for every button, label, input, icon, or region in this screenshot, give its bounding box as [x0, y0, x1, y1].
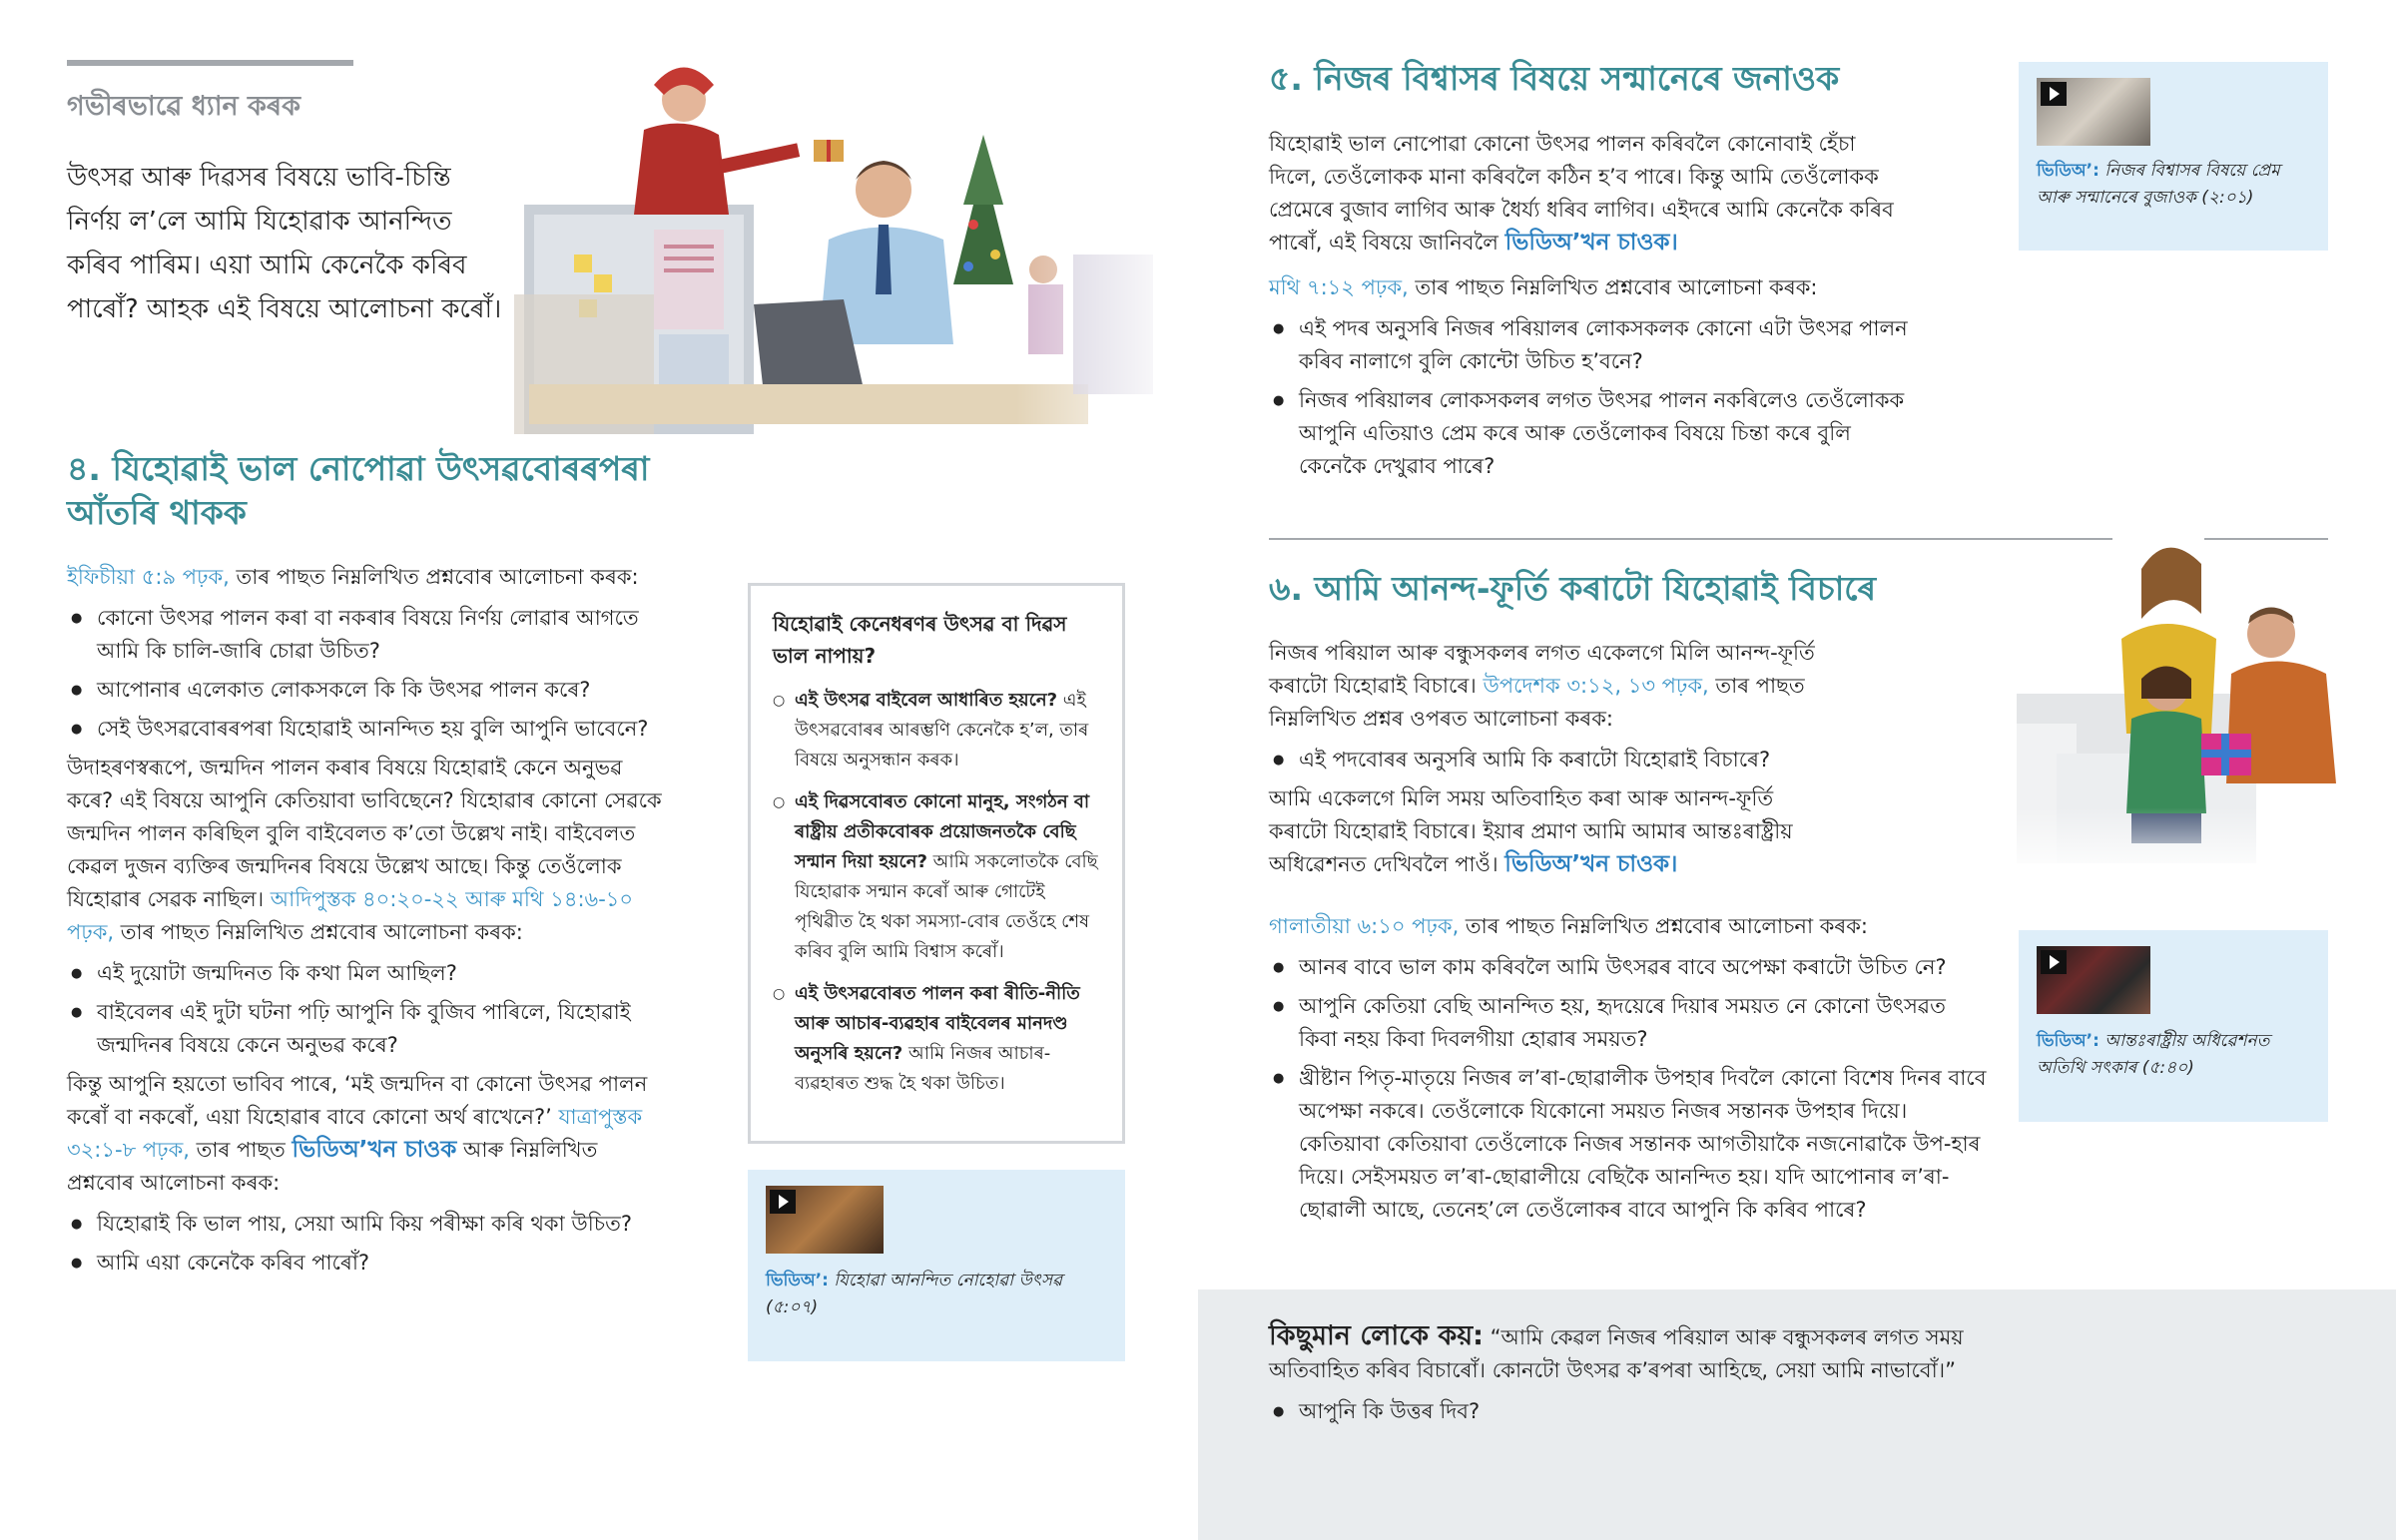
some-people-say-panel [1198, 1289, 2396, 1540]
section-4-read-line [67, 561, 666, 594]
video-card-celebrations[interactable] [748, 1170, 1125, 1361]
section-6-body-bottom [1269, 910, 1988, 1233]
office-illustration [514, 55, 1183, 439]
section-4-paragraph-1 [67, 752, 666, 949]
list-item: ● সেই উৎসৱবোৰৰপৰা যিহোৱাই আনন্দিত হয় বুলি আপুনি ভাবেনে? [67, 713, 666, 746]
video-title: যিহোৱা আনন্দিত নোহোৱা উৎসৱ (৫:০৭) [766, 1271, 1063, 1317]
video-caption [2037, 1028, 2310, 1082]
box-list-item [773, 979, 1100, 1099]
section-6-paragraph-2 [1269, 782, 1828, 881]
video-caption [766, 1268, 1107, 1321]
read-instruction: তাৰ পাছত নিম্নলিখিত প্ৰশ্নবোৰ আলোচনা কৰক: [1408, 275, 1818, 299]
box-list [773, 686, 1100, 1099]
section-5-body [1269, 128, 1908, 489]
some-people-say-label: কিছুমান লোকে কয়: [1269, 1320, 1484, 1351]
paragraph-text: উদাহৰণস্বৰূপে, জন্মদিন পালন কৰাৰ বিষয়ে যিহোৱাই কেনে অনুভৱ কৰে? এই বিষয়ে আপুনি কেতিয়াবা ভাবিছেনে? যিহোৱাৰ কোনো সেৱকে জন্মদিন পালন কৰিছিল বুলি বাইবেলত ক’তো উল্লেখ নাই। বাইবেলত কেৱল দুজন ব্যক্তিৰ জন্মদিনৰ বিষয়ে উল্লেখ আছে। কিন্তু তেওঁলোক যিহোৱাৰ সেৱক নাছিল। [67, 756, 662, 911]
watch-video-link[interactable]: ভিডিঅ’খন চাওক [292, 1137, 457, 1163]
list-item: ● বাইবেলৰ এই দুটা ঘটনা পঢ়ি আপুনি কি বুজিব পাৰিলে, যিহোৱাই জন্মদিনৰ বিষয়ে কেনে অনুভৱ কৰে? [67, 996, 666, 1062]
video-title: নিজৰ বিশ্বাসৰ বিষয়ে প্ৰেম আৰু সন্মানেৰে বুজাওক (২:০১) [2037, 161, 2280, 208]
paragraph-text: তাৰ পাছত [189, 1138, 293, 1162]
list-item: ● নিজৰ পৰিয়ালৰ লোকসকলৰ লগত উৎসৱ পালন নকৰিলেও তেওঁলোকক আপুনি এতিয়াও প্ৰেম কৰে আৰু তেওঁলোকৰ বিষয়ে চিন্তা কৰে বুলি কেনেকৈ দেখুৱাব পাৰে? [1269, 384, 1908, 483]
video-label: ভিডিঅ’: [2037, 1031, 2099, 1051]
paragraph-text: যিহোৱাই ভাল নোপোৱা কোনো উৎসৱ পালন কৰিবলৈ কোনোবাই হেঁচা দিলে, তেওঁলোকক মানা কৰিবলৈ কঠিন হ’ব পাৰে। কিন্তু আমি তেওঁলোকক প্ৰেমেৰে বুজাব লাগিব আৰু ধৈৰ্য্য ধৰিব লাগিব। এইদৰে আমি কেনেকৈ কৰিব পাৰোঁ, এই বিষয়ে জানিবলৈ [1269, 132, 1894, 255]
section-6-questions-2 [1269, 951, 1988, 1227]
scripture-ref-ephesians[interactable]: ইফিচীয়া ৫:৯ পঢ়ক, [67, 565, 230, 589]
list-item: ● আপুনি কেতিয়া বেছি আনন্দিত হয়, হৃদয়েৰে দিয়াৰ সময়ত নে কোনো উৎসৱত কিবা নহয় কিবা দিবলগীয়া হোৱাৰ সময়ত? [1269, 990, 1988, 1056]
scripture-ref-exodus[interactable]: যাত্ৰাপুস্তক ৩২:১-৮ পঢ়ক, [67, 1105, 643, 1162]
read-instruction: তাৰ পাছত নিম্নলিখিত প্ৰশ্নবোৰ আলোচনা কৰক: [229, 565, 639, 589]
video-title: আন্তঃৰাষ্ট্ৰীয় অধিৱেশনত অতিথি সৎকাৰ (৫:৪০) [2037, 1031, 2270, 1078]
celebrations-box [748, 583, 1125, 1144]
some-people-say-quote: “আমি কেৱল নিজৰ পৰিয়াল আৰু বন্ধুসকলৰ লগত সময় অতিবাহিত কৰিব বিচাৰোঁ। কোনটো উৎসৱ ক’ৰপৰা আহিছে, সেয়া আমি নাভাবোঁ।” [1269, 1325, 1964, 1382]
list-item: ● এই পদৰ অনুসৰি নিজৰ পৰিয়ালৰ লোকসকলক কোনো এটা উৎসৱ পালন কৰিব নালাগে বুলি কোন্টো উচিত হ’বনে? [1269, 312, 1908, 378]
scripture-ref-genesis-matthew[interactable]: আদিপুস্তক ৪০:২০-২২ আৰু মথি ১৪:৬-১০ পঢ়ক, [67, 887, 634, 944]
video-caption [2037, 158, 2310, 212]
box-answer: এই উৎসৱবোৰৰ আৰম্ভণি কেনেকৈ হ’ল, তাৰ বিষয়ে অনুসন্ধান কৰক। [795, 690, 1089, 770]
video-thumbnail[interactable] [766, 1186, 884, 1254]
section-4-questions-3 [67, 1208, 666, 1280]
section-4-paragraph-2 [67, 1068, 666, 1200]
read-instruction: তাৰ পাছত নিম্নলিখিত প্ৰশ্নবোৰ আলোচনা কৰক: [1459, 914, 1869, 938]
list-item: ● কোনো উৎসৱ পালন কৰা বা নকৰাৰ বিষয়ে নিৰ্ণয় লোৱাৰ আগতে আমি কি চালি-জাৰি চোৱা উচিত? [67, 602, 666, 668]
list-item: ● আপুনি কি উত্তৰ দিব? [1269, 1395, 2325, 1428]
box-answer: আমি সকলোতকৈ বেছি যিহোৱাক সন্মান কৰোঁ আৰু গোটেই পৃথিৱীত হৈ থকা সমস্যা-বোৰ তেওঁহে শেষ কৰিব বুলি আমি বিশ্বাস কৰোঁ। [795, 851, 1098, 962]
video-card-explain-beliefs[interactable] [2019, 62, 2328, 251]
section-4-body [67, 561, 666, 1285]
section-4-title: ৪. যিহোৱাই ভাল নোপোৱা উৎসৱবোৰৰপৰা আঁতৰি থাকক [67, 449, 650, 532]
paragraph-text: আমি একেলগে মিলি সময় অতিবাহিত কৰা আৰু আনন্দ-ফূৰ্তি কৰাটো যিহোৱাই বিচাৰে। ইয়াৰ প্ৰমাণ আমি আমাৰ আন্তঃৰাষ্ট্ৰীয় অধিৱেশনত দেখিবলৈ পাওঁ। [1269, 786, 1793, 876]
intro-label: গভীৰভাৱে ধ্যান কৰক [67, 91, 301, 122]
intro-rule [67, 60, 353, 66]
scripture-ref-galatians[interactable]: গালাতীয়া ৬:১০ পঢ়ক, [1269, 914, 1460, 938]
box-question: এই দিৱসবোৰত কোনো মানুহ, সংগঠন বা ৰাষ্ট্ৰীয় প্ৰতীকবোৰক প্ৰয়োজনতকৈ বেছি সন্মান দিয়া হয়নে? [795, 791, 1090, 872]
read-instruction: তাৰ পাছত নিম্নলিখিত প্ৰশ্নবোৰ আলোচনা কৰক: [114, 920, 523, 944]
video-card-convention[interactable] [2019, 930, 2328, 1122]
list-item: ● যিহোৱাই কি ভাল পায়, সেয়া আমি কিয় পৰীক্ষা কৰি থকা উচিত? [67, 1208, 666, 1241]
list-item: ● এই পদবোৰৰ অনুসৰি আমি কি কৰাটো যিহোৱাই বিচাৰে? [1269, 744, 1828, 776]
section-6-title: ৬. আমি আনন্দ-ফূৰ্তি কৰাটো যিহোৱাই বিচাৰে [1269, 569, 1877, 608]
scripture-ref-ecclesiastes[interactable]: উপদেশক ৩:১২, ১৩ পঢ়ক, [1483, 674, 1709, 698]
paragraph-text: কিন্তু আপুনি হয়তো ভাবিব পাৰে, ‘মই জন্মদিন বা কোনো উৎসৱ পালন কৰোঁ বা নকৰোঁ, এয়া যিহোৱাৰ বাবে কোনো অৰ্থ ৰাখেনে?’ [67, 1072, 648, 1129]
box-title: যিহোৱাই কেনেধৰণৰ উৎসৱ বা দিৱস ভাল নাপায়? [773, 612, 1067, 668]
section-6-paragraph-1 [1269, 637, 1828, 736]
list-item: ● আনৰ বাবে ভাল কাম কৰিবলৈ আমি উৎসৱৰ বাবে অপেক্ষা কৰাটো উচিত নে? [1269, 951, 1988, 984]
box-question: এই উৎসৱ বাইবেল আধাৰিত হয়নে? [795, 690, 1058, 711]
play-icon[interactable] [770, 1190, 796, 1214]
play-icon[interactable] [2041, 82, 2067, 106]
watch-video-link[interactable]: ভিডিঅ’খন চাওক। [1504, 230, 1678, 256]
section-4-questions-1 [67, 602, 666, 746]
section-6-body-top [1269, 637, 1828, 881]
some-people-say-text [1269, 1319, 2008, 1387]
intro-text: উৎসৱ আৰু দিৱসৰ বিষয়ে ভাবি-চিন্তি নিৰ্ণয় ল’লে আমি যিহোৱাক আনন্দিত কৰিব পাৰিম। এয়া আমি কেনেকৈ কৰিব পাৰোঁ? আহক এই বিষয়ে আলোচনা কৰোঁ। [67, 163, 502, 324]
paragraph-text: আৰু নিম্নলিখিত প্ৰশ্নবোৰ আলোচনা কৰক: [67, 1138, 598, 1195]
video-thumbnail[interactable] [2037, 78, 2150, 146]
video-label: ভিডিঅ’: [2037, 161, 2099, 181]
list-item: ● খ্ৰীষ্টান পিতৃ-মাতৃয়ে নিজৰ ল’ৰা-ছোৱালীক উপহাৰ দিবলৈ কোনো বিশেষ দিনৰ বাবে অপেক্ষা নকৰে। তেওঁলোকে যিকোনো সময়ত নিজৰ সন্তানক উপহাৰ দিয়ে। কেতিয়াবা কেতিয়াবা তেওঁলোকে নিজৰ সন্তানক আগতীয়াকৈ নজনোৱাকৈ উপ-হাৰ দিয়ে। সেইসময়ত ল’ৰা-ছোৱালীয়ে বেছিকৈ আনন্দিত হয়। যদি আপোনাৰ ল’ৰা-ছোৱালী আছে, তেনেহ’লে তেওঁলোকৰ বাবে আপুনি কি কৰিব পাৰে? [1269, 1062, 1988, 1227]
section-6-read-line [1269, 910, 1988, 943]
read-instruction: তাৰ পাছত নিম্নলিখিত প্ৰশ্নৰ ওপৰত আলোচনা কৰক: [1269, 674, 1805, 731]
list-item: ● এই দুয়োটা জন্মদিনত কি কথা মিল আছিল? [67, 957, 666, 990]
section-5-questions [1269, 312, 1908, 483]
section-6-questions-1 [1269, 744, 1828, 776]
scripture-ref-matthew[interactable]: মথি ৭:১২ পঢ়ক, [1269, 275, 1409, 299]
family-gift-illustration [2017, 524, 2351, 878]
list-item: ● আমি এয়া কেনেকৈ কৰিব পাৰোঁ? [67, 1247, 666, 1280]
section-5-paragraph [1269, 128, 1908, 259]
box-question: এই উৎসৱবোৰত পালন কৰা ৰীতি-নীতি আৰু আচাৰ-ব্যৱহাৰ বাইবেলৰ মানদণ্ড অনুসৰি হয়নে? [795, 983, 1080, 1064]
box-answer: আমি নিজৰ আচাৰ-ব্যৱহাৰত শুদ্ধ হৈ থকা উচিত। [795, 1043, 1051, 1094]
play-icon[interactable] [2041, 950, 2067, 974]
watch-video-link[interactable]: ভিডিঅ’খন চাওক। [1504, 851, 1678, 877]
some-people-say-questions [1269, 1395, 2325, 1428]
section-4-questions-2 [67, 957, 666, 1062]
video-label: ভিডিঅ’: [766, 1271, 829, 1290]
video-thumbnail[interactable] [2037, 946, 2150, 1014]
section-5-title: ৫. নিজৰ বিশ্বাসৰ বিষয়ে সন্মানেৰে জনাওক [1269, 59, 1840, 98]
section-5-read-line [1269, 271, 1908, 304]
box-list-item [773, 686, 1100, 775]
box-list-item [773, 787, 1100, 967]
section-divider [1269, 538, 2112, 540]
list-item: ● আপোনাৰ এলেকাত লোকসকলে কি কি উৎসৱ পালন কৰে? [67, 674, 666, 707]
paragraph-text: নিজৰ পৰিয়াল আৰু বন্ধুসকলৰ লগত একেলগে মিলি আনন্দ-ফূৰ্তি কৰাটো যিহোৱাই বিচাৰে। [1269, 641, 1815, 698]
